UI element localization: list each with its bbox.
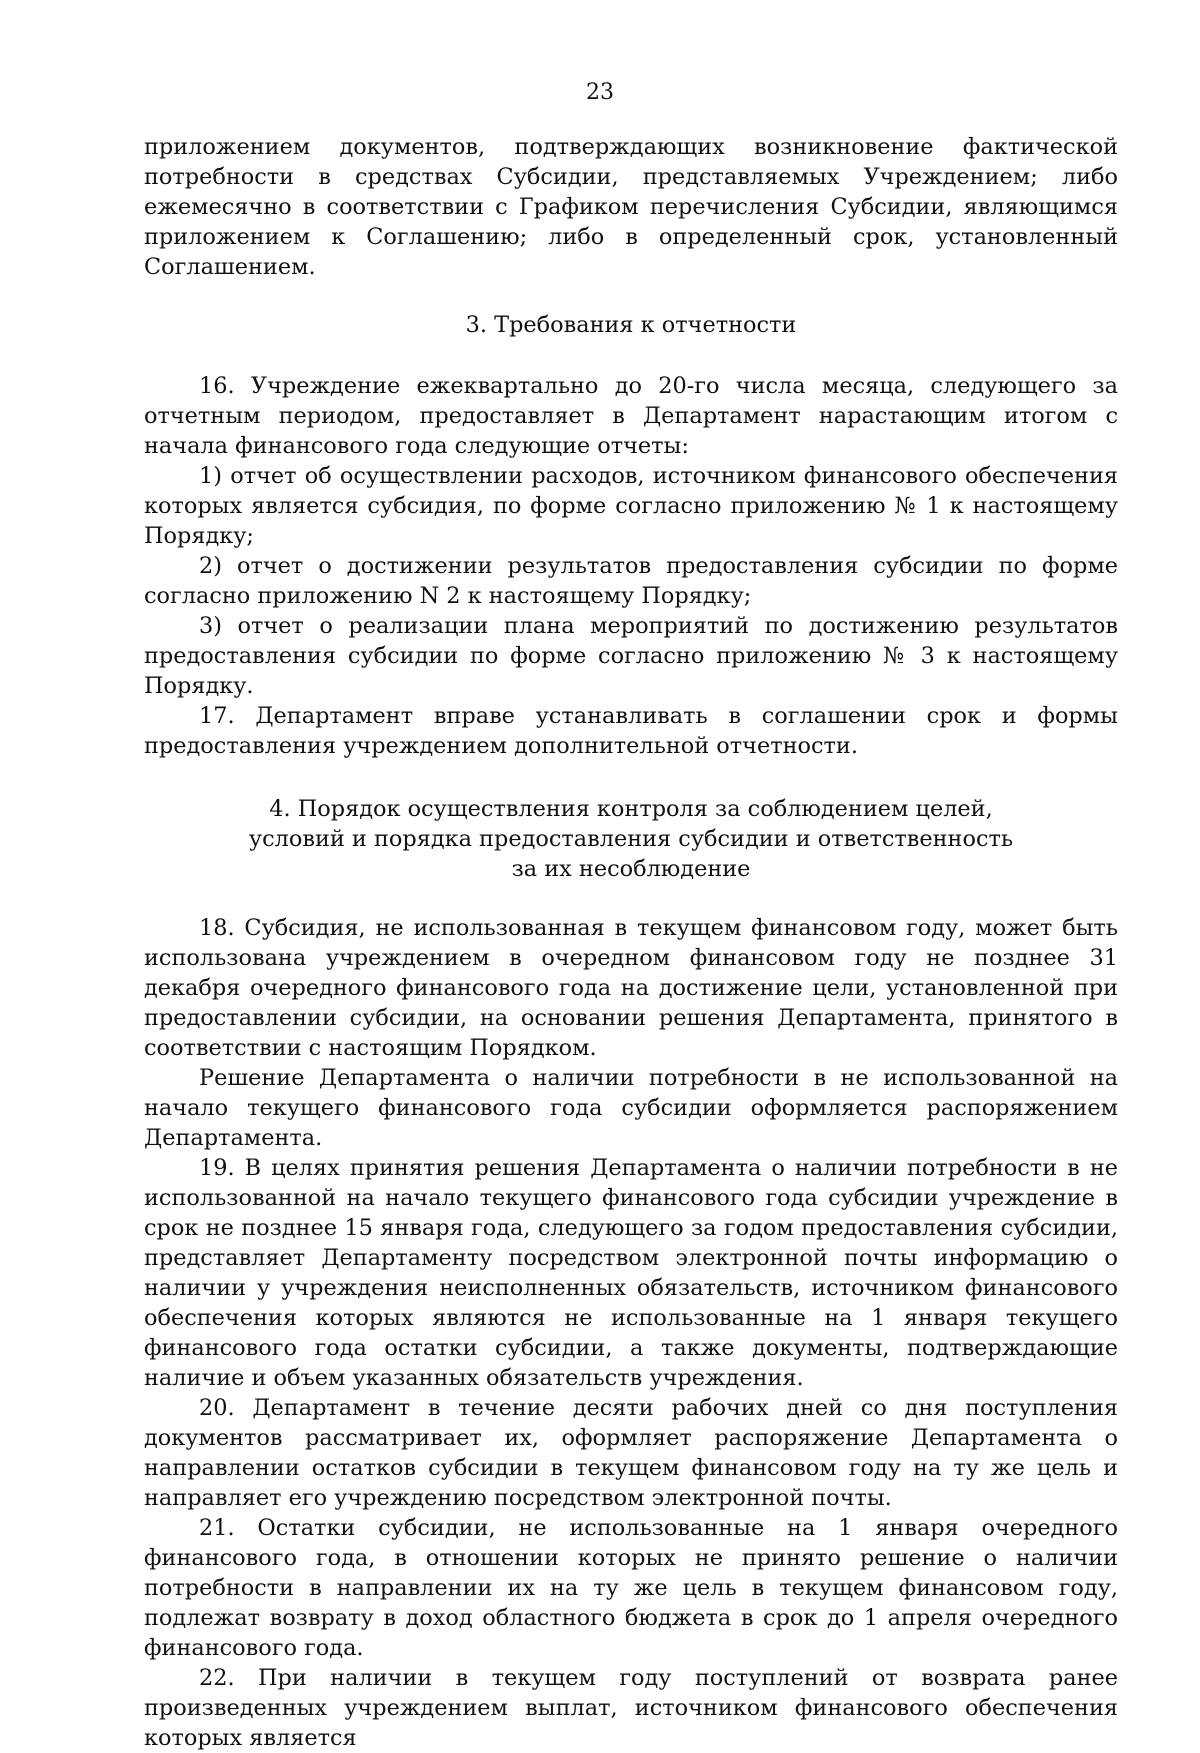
- section-3-heading-block: [144, 310, 1118, 340]
- document-body: [144, 132, 1118, 1753]
- section-3-heading: 3. Требования к отчетности: [465, 312, 797, 338]
- paragraph-19: 19. В целях принятия решения Департамента о наличии потребности в не использованной на начало текущего финансового года субсидии учреждение в срок не позднее 15 января года, следующего за годом предоставления субсидии, представляет Департаменту посредством электронной почты информацию о наличии у учреждения неисполненных обязательств, источником финансового обеспечения которых являются не использованные на 1 января текущего финансового года остатки субсидии, а также документы, подтверждающие наличие и объем указанных обязательств учреждения.: [144, 1155, 1118, 1391]
- report-item-3: 3) отчет о реализации плана мероприятий по достижению результатов предоставления субсидии по форме согласно приложению № 3 к настоящему Порядку.: [144, 613, 1118, 699]
- paragraph-18-decision: Решение Департамента о наличии потребности в не использованной на начало текущего финансового года субсидии оформляется распоряжением Департамента.: [144, 1065, 1118, 1151]
- paragraph-22: 22. При наличии в текущем году поступлений от возврата ранее произведенных учреждением выплат, источником финансового обеспечения которых является: [144, 1665, 1118, 1751]
- paragraph-18: 18. Субсидия, не использованная в текущем финансовом году, может быть использована учреждением в очередном финансовом году не позднее 31 декабря очередного финансового года на достижение цели, установленной при предоставлении субсидии, на основании решения Департамента, принятого в соответствии с настоящим Порядком.: [144, 915, 1118, 1061]
- paragraph-21: 21. Остатки субсидии, не использованные на 1 января очередного финансового года, в отношении которых не принято решение о наличии потребности в направлении их на ту же цель в текущем финансовом году, подлежат возврату в доход областного бюджета в срок до 1 апреля очередного финансового года.: [144, 1515, 1118, 1661]
- section-4-heading-block: [144, 794, 1118, 884]
- intro-paragraph: приложением документов, подтверждающих возникновение фактической потребности в средствах Субсидии, представляемых Учреждением; либо ежемесячно в соответствии с Графиком перечисления Субсидии, являющимся приложением к Соглашению; либо в определенный срок, установленный Соглашением.: [144, 134, 1118, 280]
- paragraph-17: 17. Департамент вправе устанавливать в соглашении срок и формы предоставления учреждением дополнительной отчетности.: [144, 703, 1118, 759]
- report-item-2: 2) отчет о достижении результатов предоставления субсидии по форме согласно приложению N 2 к настоящему Порядку;: [144, 553, 1118, 609]
- paragraph-16: 16. Учреждение ежеквартально до 20-го числа месяца, следующего за отчетным периодом, предоставляет в Департамент нарастающим итогом с начала финансового года следующие отчеты:: [144, 373, 1118, 459]
- section-4-heading-line-1: 4. Порядок осуществления контроля за соблюдением целей,: [269, 796, 993, 822]
- paragraph-20: 20. Департамент в течение десяти рабочих дней со дня поступления документов рассматривает их, оформляет распоряжение Департамента о направлении остатков субсидии в текущем финансовом году на ту же цель и направляет его учреждению посредством электронной почты.: [144, 1395, 1118, 1511]
- report-item-1: 1) отчет об осуществлении расходов, источником финансового обеспечения которых является субсидия, по форме согласно приложению № 1 к настоящему Порядку;: [144, 463, 1118, 549]
- section-4-heading-line-3: за их несоблюдение: [511, 856, 751, 882]
- section-4-heading-line-2: условий и порядка предоставления субсидии и ответственность: [248, 826, 1014, 852]
- page-number: 23: [586, 80, 614, 105]
